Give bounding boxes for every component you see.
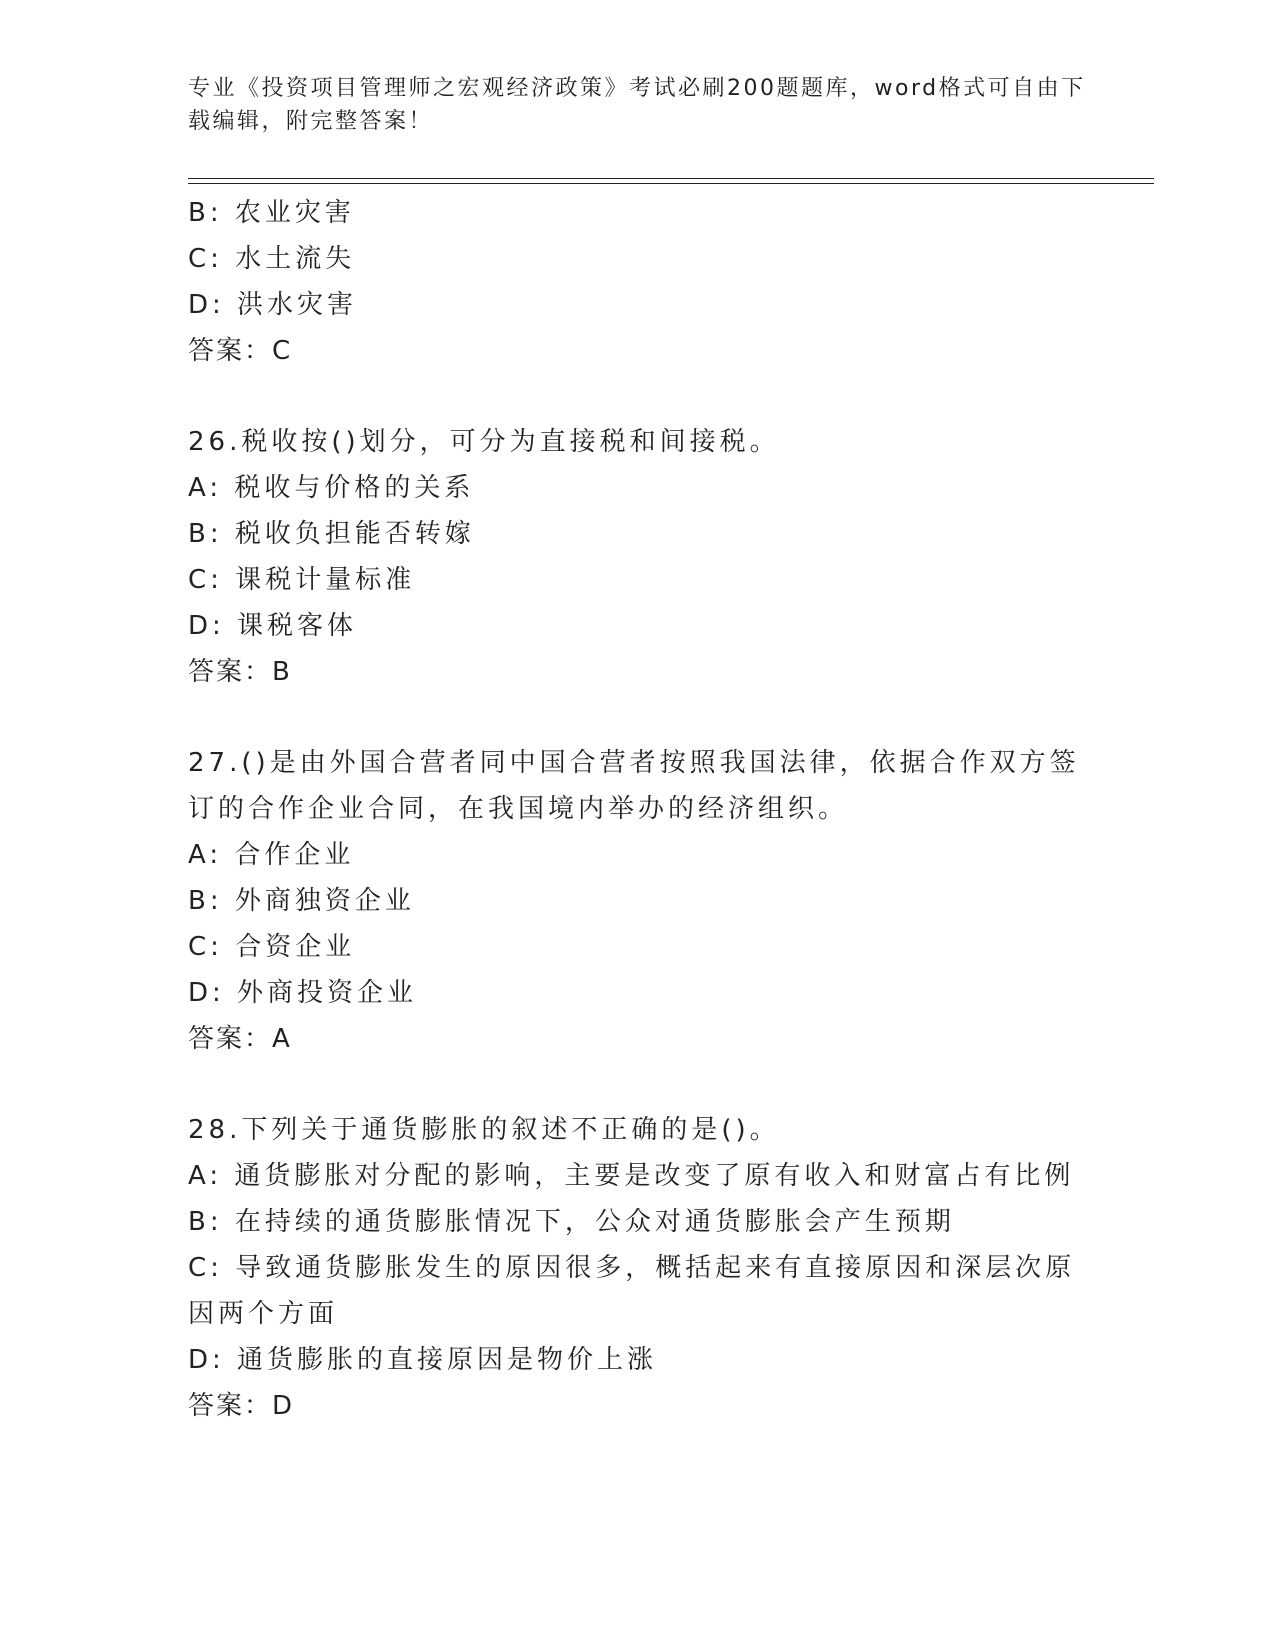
answer-value: A	[272, 1024, 291, 1054]
answer-row	[188, 1383, 1088, 1429]
option-letter: B:	[188, 198, 223, 228]
option-row	[188, 878, 1088, 924]
header-rule-top	[188, 178, 1154, 179]
question-stem: 27.()是由外国合营者同中国合营者按照我国法律，依据合作双方签订的合作企业合同，在我国境内举办的经济组织。	[188, 748, 1080, 824]
option-text: 外商独资企业	[234, 886, 415, 916]
option-text: 通货膨胀的直接原因是物价上涨	[237, 1345, 658, 1375]
option-text: 课税客体	[237, 611, 358, 641]
header-rule-bottom	[188, 183, 1154, 184]
option-letter: A:	[188, 840, 223, 870]
option-letter: D:	[188, 1345, 225, 1375]
option-row	[188, 1153, 1088, 1199]
option-text: 税收负担能否转嫁	[234, 519, 475, 549]
option-row	[188, 924, 1088, 970]
option-letter: C:	[188, 1253, 223, 1283]
option-letter: A:	[188, 473, 223, 503]
answer-label: 答案：	[188, 657, 273, 687]
option-text: 导致通货膨胀发生的原因很多，概括起来有直接原因和深层次原因两个方面	[188, 1253, 1076, 1329]
question-stem: 26.税收按()划分，可分为直接税和间接税。	[188, 427, 780, 457]
leading-options	[188, 190, 1088, 328]
option-text: 合资企业	[235, 932, 356, 962]
option-text: 合作企业	[234, 840, 355, 870]
option-text: 农业灾害	[234, 198, 355, 228]
option-row	[188, 970, 1088, 1016]
option-text: 水土流失	[235, 244, 356, 274]
option-letter: C:	[188, 244, 223, 274]
option-letter: C:	[188, 565, 223, 595]
option-row	[188, 603, 1088, 649]
option-letter: D:	[188, 611, 225, 641]
option-row	[188, 557, 1088, 603]
option-text: 在持续的通货膨胀情况下，公众对通货膨胀会产生预期	[234, 1207, 955, 1237]
question-27	[188, 740, 1088, 1062]
answer-row	[188, 328, 1088, 374]
answer-value: B	[272, 657, 291, 687]
option-text: 课税计量标准	[235, 565, 416, 595]
option-letter: A:	[188, 1161, 223, 1191]
option-letter: B:	[188, 886, 223, 916]
option-row	[188, 1245, 1088, 1337]
option-letter: D:	[188, 290, 225, 320]
option-letter: D:	[188, 978, 225, 1008]
option-text: 通货膨胀对分配的影响，主要是改变了原有收入和财富占有比例	[234, 1161, 1075, 1191]
answer-value: C	[272, 336, 292, 366]
option-row	[188, 832, 1088, 878]
option-letter: B:	[188, 519, 223, 549]
question-content	[188, 190, 1088, 1429]
option-text: 外商投资企业	[237, 978, 418, 1008]
question-26	[188, 419, 1088, 695]
answer-label: 答案：	[188, 1391, 273, 1421]
option-row	[188, 236, 1088, 282]
option-text: 税收与价格的关系	[234, 473, 475, 503]
option-letter: C:	[188, 932, 223, 962]
answer-label: 答案：	[188, 336, 273, 366]
document-header: 专业《投资项目管理师之宏观经济政策》考试必刷200题题库，word格式可自由下载编辑，附完整答案！	[188, 76, 1086, 134]
option-row	[188, 190, 1088, 236]
answer-label: 答案：	[188, 1024, 273, 1054]
option-text: 洪水灾害	[237, 290, 358, 320]
option-letter: B:	[188, 1207, 223, 1237]
option-row	[188, 465, 1088, 511]
answer-row	[188, 1016, 1088, 1062]
option-row	[188, 282, 1088, 328]
answer-value: D	[272, 1391, 294, 1421]
answer-row	[188, 649, 1088, 695]
option-row	[188, 511, 1088, 557]
option-row	[188, 1199, 1088, 1245]
question-28	[188, 1107, 1088, 1429]
question-stem: 28.下列关于通货膨胀的叙述不正确的是()。	[188, 1115, 780, 1145]
option-row	[188, 1337, 1088, 1383]
